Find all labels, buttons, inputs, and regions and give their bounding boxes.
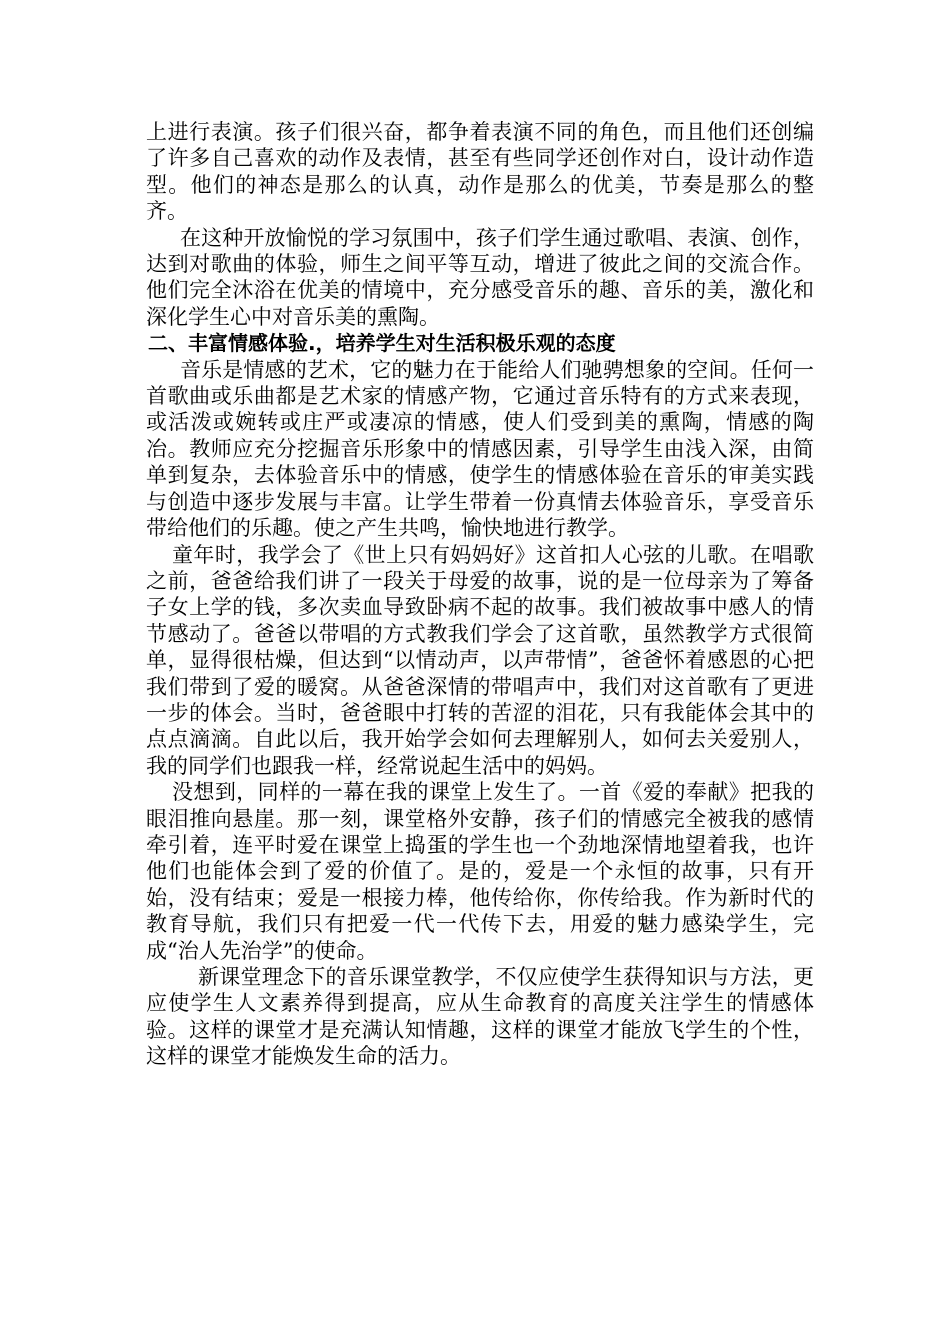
paragraph-performance: 上进行表演。孩子们很兴奋，都争着表演不同的角色，而且他们还创编了许多自己喜欢的动作及表情，甚至有些同学还创作对白，设计动作造型。他们的神态是那么的认真，动作是那么的优美，节奏是那么的整齐。	[146, 120, 814, 224]
paragraph-conclusion: 新课堂理念下的音乐课堂教学，不仅应使学生获得知识与方法，更应使学生人文素养得到提高，应从生命教育的高度关注学生的情感体验。这样的课堂才是充满认知情趣，这样的课堂才能放飞学生的个性，这样的课堂才能焕发生命的活力。	[146, 965, 814, 1069]
paragraph-classroom-scene: 没想到，同样的一幕在我的课堂上发生了。一首《爱的奉献》把我的眼泪推向悬崖。那一刻，课堂格外安静，孩子们的情感完全被我的感情牵引着，连平时爱在课堂上捣蛋的学生也一个劲地深情地望着我，也许他们也能体会到了爱的价值了。是的，爱是一个永恒的故事，只有开始，没有结束；爱是一根接力棒，他传给你，你传给我。作为新时代的教育导航，我们只有把爱一代一代传下去，用爱的魅力感染学生，完成“治人先治学”的使命。	[146, 780, 814, 963]
paragraph-music-emotion: 音乐是情感的艺术，它的魅力在于能给人们驰骋想象的空间。任何一首歌曲或乐曲都是艺术家的情感产物，它通过音乐特有的方式来表现，或活泼或婉转或庄严或凄凉的情感，使人们受到美的熏陶，情感的陶冶。教师应充分挖掘音乐形象中的情感因素，引导学生由浅入深，由简单到复杂，去体验音乐中的情感，使学生的情感体验在音乐的审美实践与创造中逐步发展与丰富。让学生带着一份真情去体验音乐，享受音乐带给他们的乐趣。使之产生共鸣，愉快地进行教学。	[146, 357, 814, 541]
section-heading: 二、丰富情感体验.，培养学生对生活积极乐观的态度	[148, 331, 616, 356]
paragraph-learning-atmosphere: 在这种开放愉悦的学习氛围中，孩子们学生通过歌唱、表演、创作，达到对歌曲的体验，师生之间平等互动，增进了彼此之间的交流合作。他们完全沐浴在优美的情境中，充分感受音乐的趣、音乐的美，激化和深化学生心中对音乐美的熏陶。	[146, 225, 814, 329]
paragraph-childhood-song: 童年时，我学会了《世上只有妈妈好》这首扣人心弦的儿歌。在唱歌之前，爸爸给我们讲了一段关于母爱的故事，说的是一位母亲为了筹备子女上学的钱，多次卖血导致卧病不起的故事。我们被故事中感人的情节感动了。爸爸以带唱的方式教我们学会了这首歌，虽然教学方式很简单，显得很枯燥，但达到“以情动声，以声带情”，爸爸怀着感恩的心把我们带到了爱的暖窝。从爸爸深情的带唱声中，我们对这首歌有了更进一步的体会。当时，爸爸眼中打转的苦涩的泪花，只有我能体会其中的点点滴滴。自此以后，我开始学会如何去理解别人，如何去关爱别人，我的同学们也跟我一样，经常说起生活中的妈妈。	[146, 542, 814, 778]
document-page	[146, 119, 814, 1070]
